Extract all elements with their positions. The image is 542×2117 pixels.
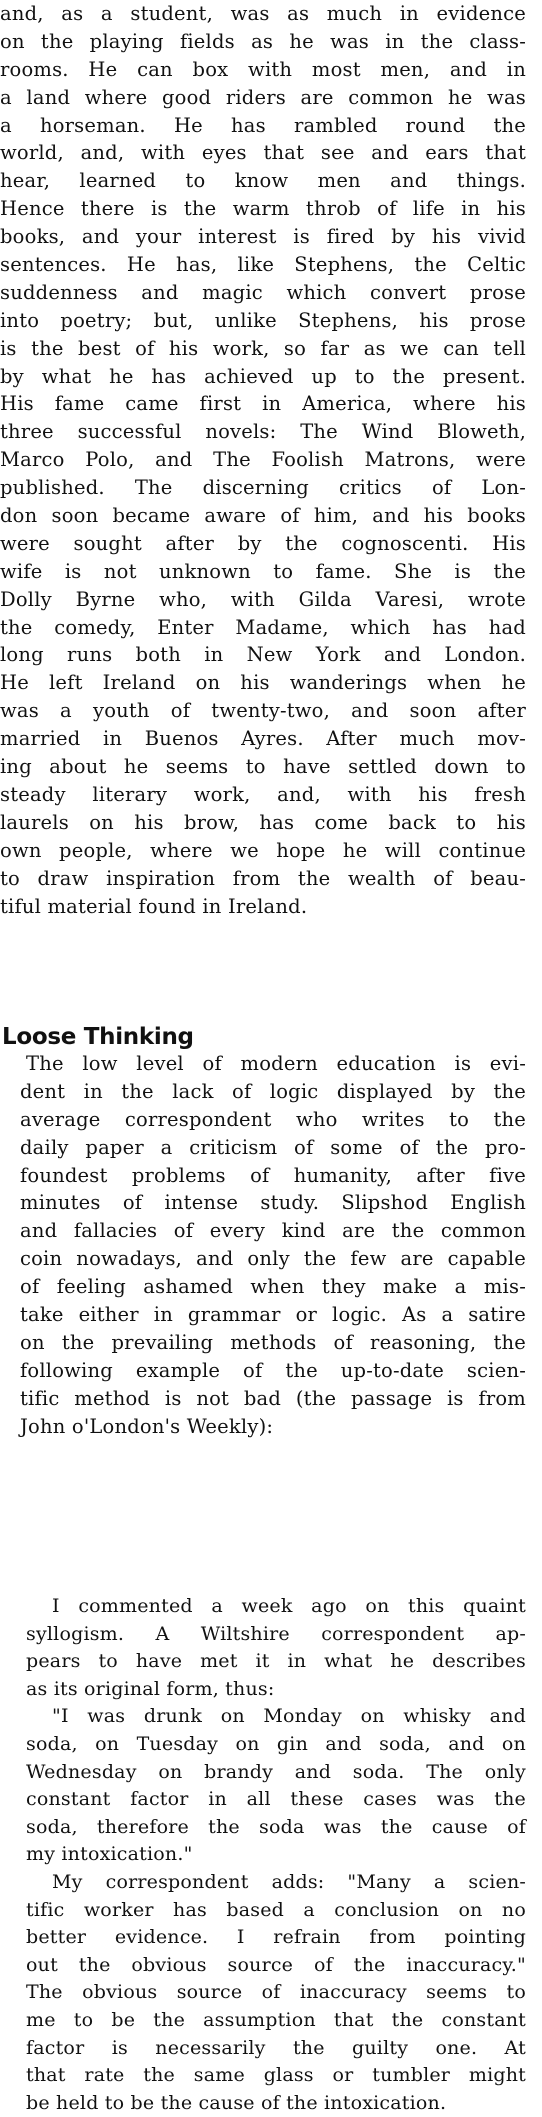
quote-line: pears to have met it in what he describes [26, 1650, 526, 1673]
quote-line: be held to be the cause of the intoxication. [26, 2091, 447, 2114]
text-line: dent in the lack of logic displayed by the [20, 1079, 526, 1103]
quote-line: I commented a week ago on this quaint [52, 1595, 526, 1617]
text-line: to draw inspiration from the wealth of beau- [0, 866, 526, 890]
text-line: was a youth of twenty-two, and soon after [0, 699, 526, 723]
text-line: were sought after by the cognoscenti. His [0, 531, 526, 555]
text-line: married in Buenos Ayres. After much mov- [0, 727, 526, 751]
text-line: steady literary work, and, with his fresh [0, 782, 526, 806]
text-line: He left Ireland on his wanderings when he [0, 671, 526, 695]
text-line: following example of the up-to-date scien- [20, 1358, 526, 1382]
quote-line: soda, therefore the soda was the cause of [26, 1815, 526, 1838]
quote-line: that rate the same glass or tumbler might [26, 2064, 526, 2087]
text-line: books, and your interest is fired by his vivid [0, 225, 526, 249]
text-line: and, as a student, was as much in evidence [0, 2, 526, 25]
text-line: rooms. He can box with most men, and in [0, 57, 526, 81]
text-line: wife is not unknown to fame. She is the [0, 559, 526, 583]
text-line: suddenness and magic which convert prose [0, 280, 526, 304]
text-line: published. The discerning critics of Lon- [0, 476, 526, 500]
text-line: by what he has achieved up to the present. [0, 364, 526, 388]
text-line: tific method is not bad (the passage is from [20, 1386, 526, 1410]
text-line: foundest problems of humanity, after five [20, 1163, 526, 1187]
text-line: John o'London's Weekly): [20, 1414, 274, 1438]
text-line: is the best of his work, so far as we can tell [0, 336, 526, 360]
quote-line: better evidence. I refrain from pointing [26, 1926, 526, 1949]
text-line: coin nowadays, and only the few are capable [20, 1247, 526, 1271]
text-line: don soon became aware of him, and his books [0, 504, 526, 528]
quote-line: out the obvious source of the inaccuracy." [26, 1953, 526, 1976]
block-quotation [26, 1593, 526, 2117]
quote-line: me to be the assumption that the constant [26, 2008, 526, 2031]
quote-line: "I was drunk on Monday on whisky and [52, 1705, 526, 1728]
text-line: average correspondent who writes to the [20, 1107, 526, 1131]
quote-line: factor is necessarily the guilty one. At [26, 2036, 526, 2059]
quote-line: constant factor in all these cases was the [26, 1788, 526, 1811]
quote-line: The obvious source of inaccuracy seems to [26, 1981, 526, 2004]
text-line: a horseman. He has rambled round the [0, 113, 526, 137]
text-line: on the playing fields as he was in the class- [0, 29, 526, 53]
quote-line: My correspondent adds: "Many a scien- [52, 1870, 526, 1893]
text-line: tiful material found in Ireland. [0, 894, 308, 918]
text-line: Hence there is the warm throb of life in his [0, 197, 526, 221]
text-line: and fallacies of every kind are the common [20, 1219, 526, 1243]
quote-line: soda, on Tuesday on gin and soda, and on [26, 1732, 526, 1755]
text-line: Dolly Byrne who, with Gilda Varesi, wrote [0, 587, 526, 611]
text-line: a land where good riders are common he was [0, 85, 526, 109]
quote-line: tific worker has based a conclusion on no [26, 1898, 526, 1921]
text-line: His fame came first in America, where his [0, 392, 526, 416]
text-line: Marco Polo, and The Foolish Matrons, were [0, 448, 526, 472]
quote-line: Wednesday on brandy and soda. The only [26, 1760, 526, 1783]
text-line: minutes of intense study. Slipshod English [20, 1191, 526, 1215]
quote-line: syllogism. A Wiltshire correspondent ap- [26, 1622, 526, 1645]
text-line: into poetry; but, unlike Stephens, his prose [0, 308, 526, 332]
text-line: of feeling ashamed when they make a mis- [20, 1275, 526, 1299]
text-line: The low level of modern education is evi- [26, 1052, 526, 1075]
text-line: world, and, with eyes that see and ears that [0, 141, 526, 165]
text-line: own people, where we hope he will continue [0, 838, 526, 862]
section-heading: Loose Thinking [2, 1024, 194, 1050]
text-line: ing about he seems to have settled down to [0, 755, 526, 779]
quote-line: my intoxication." [26, 1843, 193, 1866]
paragraph-biography [0, 0, 526, 920]
text-line: daily paper a criticism of some of the pro- [20, 1135, 526, 1159]
paragraph-loose-thinking [0, 1050, 526, 1440]
text-line: the comedy, Enter Madame, which has had [0, 615, 526, 639]
text-line: hear, learned to know men and things. [0, 169, 526, 193]
text-line: take either in grammar or logic. As a satire [20, 1303, 526, 1327]
quote-line: as its original form, thus: [26, 1677, 275, 1700]
text-line: sentences. He has, like Stephens, the Celtic [0, 253, 526, 277]
text-line: laurels on his brow, has come back to his [0, 810, 526, 834]
text-line: three successful novels: The Wind Bloweth, [0, 420, 526, 444]
text-line: long runs both in New York and London. [0, 643, 526, 667]
text-line: on the prevailing methods of reasoning, the [20, 1330, 526, 1354]
